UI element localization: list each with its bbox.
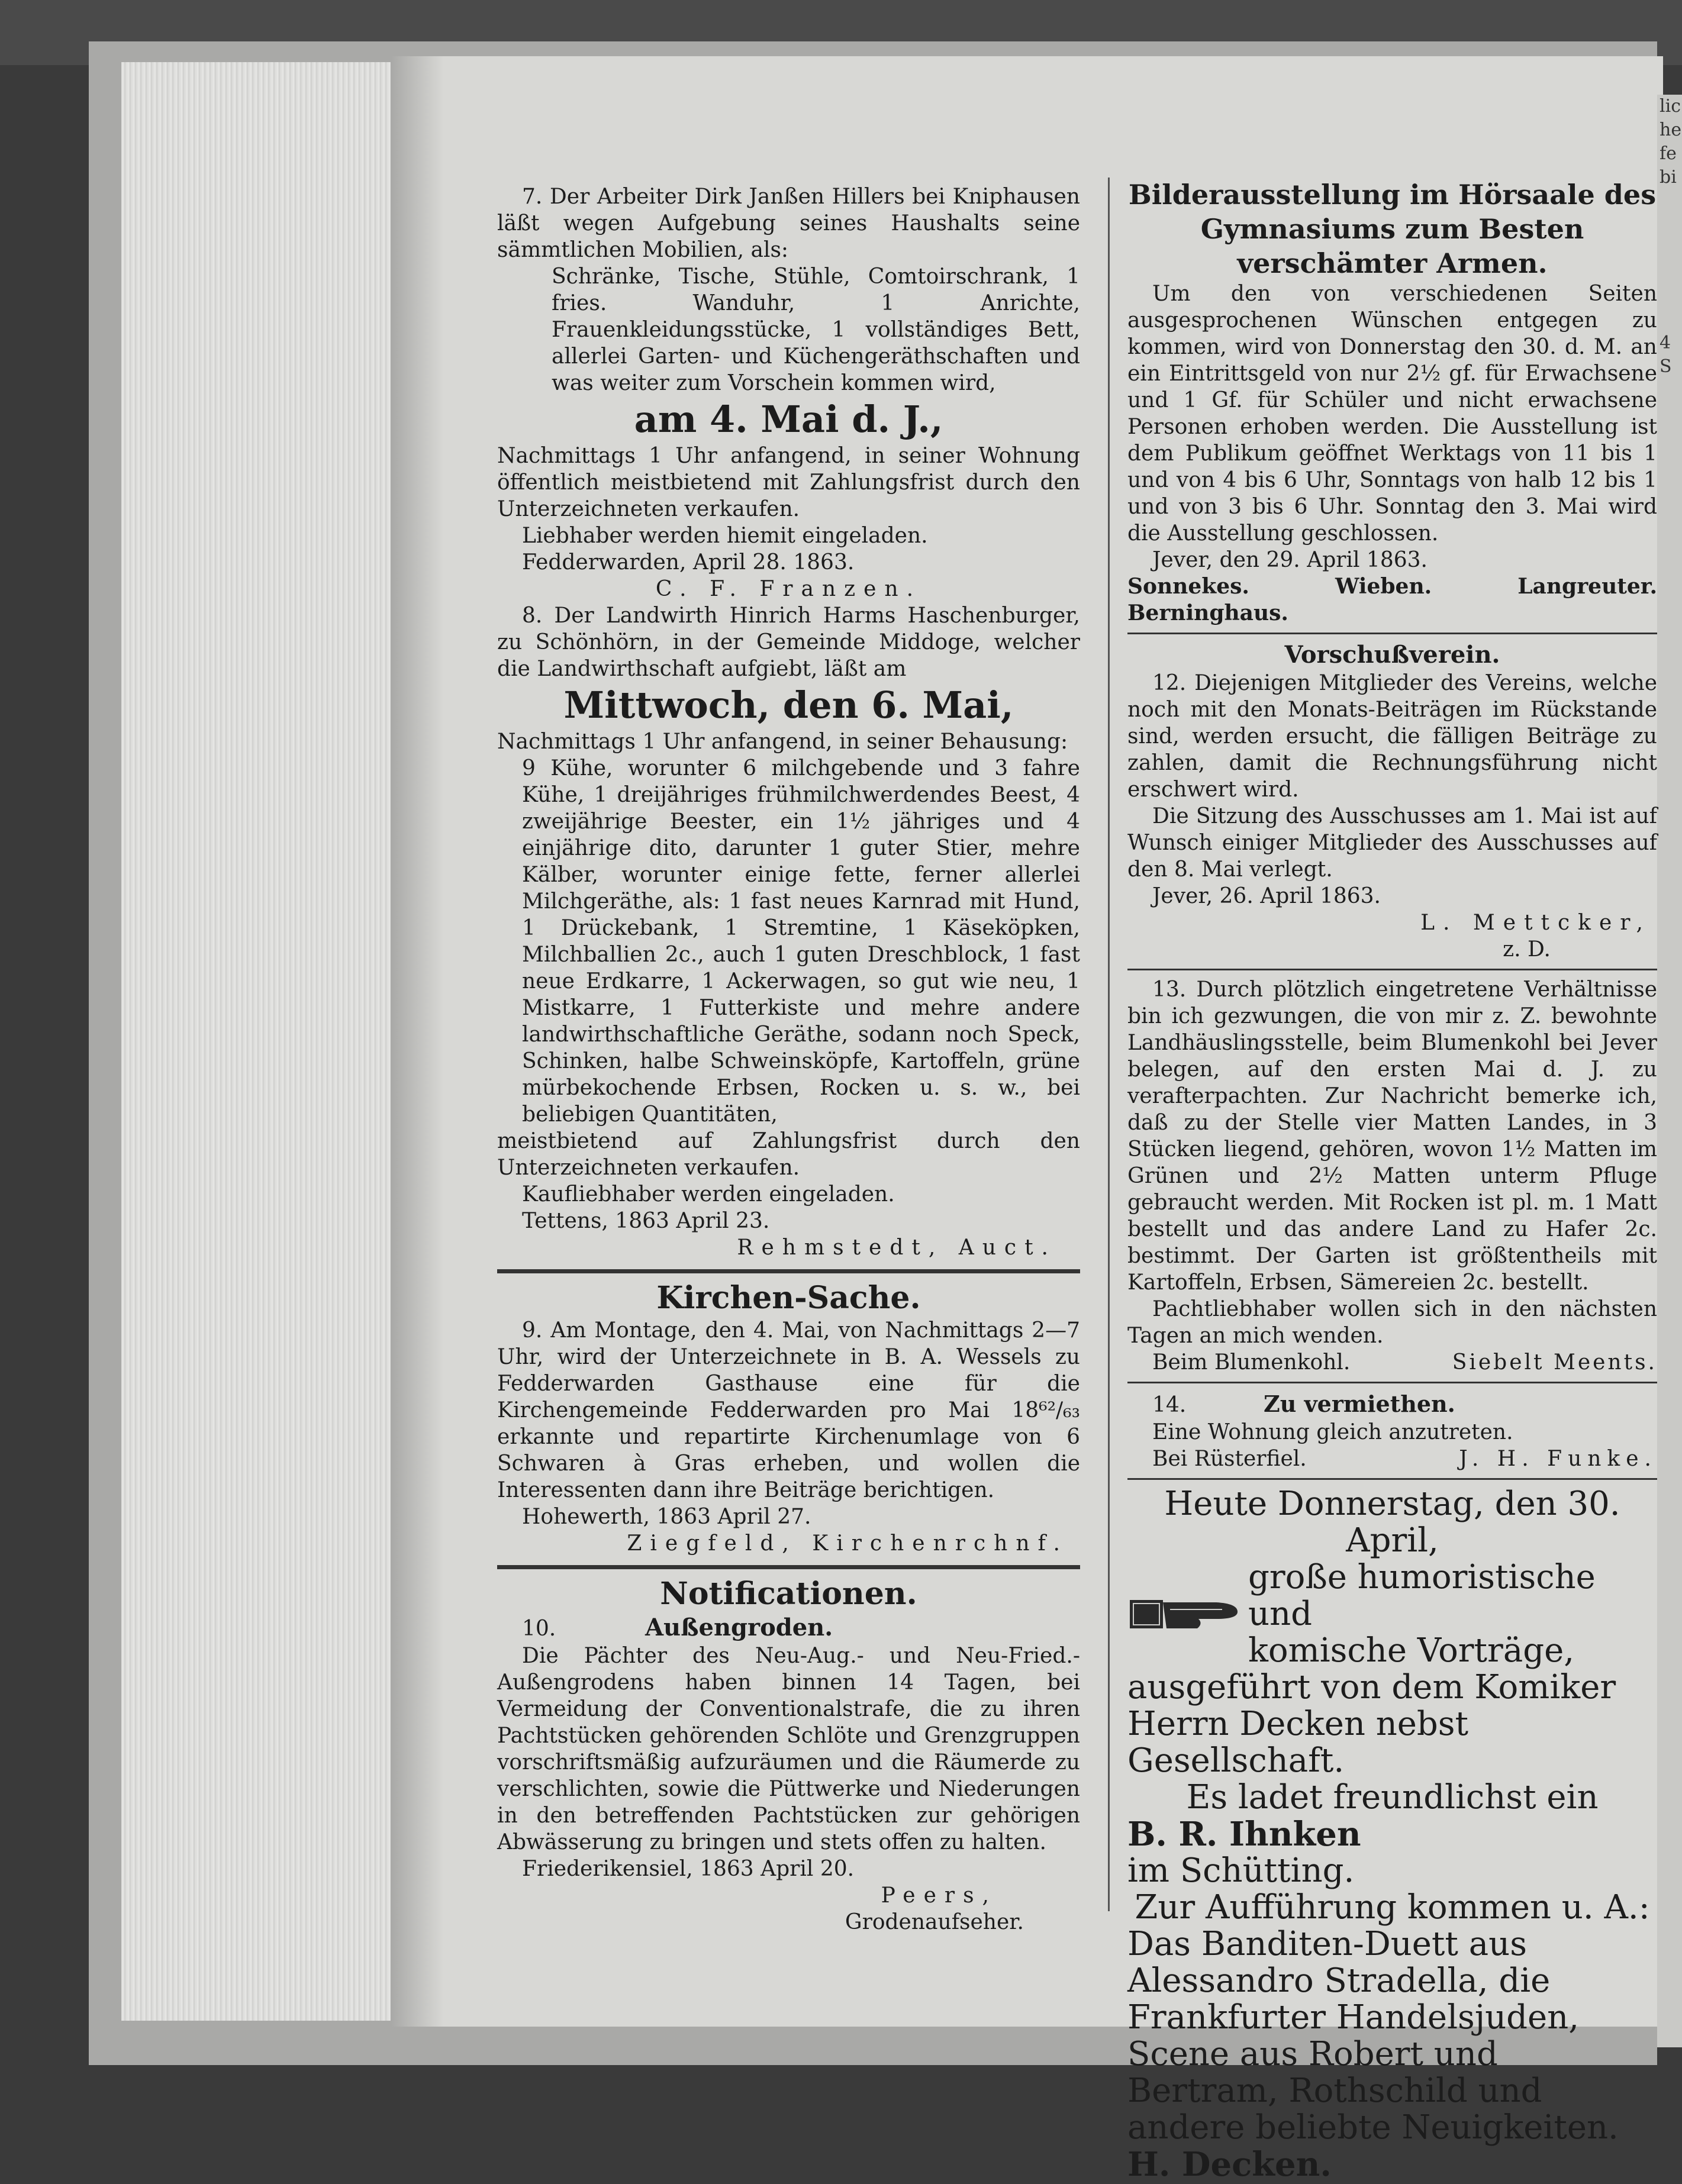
notif-heading: Notificationen. xyxy=(660,1576,917,1612)
ad-7-intro: 7. Der Arbeiter Dirk Janßen Hillers bei Kniphausen läßt wegen Aufgebung seines Haushalts seine sämmtlichen Mobilien, als: xyxy=(497,185,1080,262)
ad-14-number: 14. xyxy=(1152,1393,1187,1417)
bilder-heading: Bilderausstellung im Hörsaale des Gymnasiums zum Besten verschämter Armen. xyxy=(1128,179,1657,279)
next-page-fragment: lic xyxy=(1660,96,1681,117)
ad-7-place: Fedderwarden, April 28. 1863. xyxy=(522,550,855,575)
next-page-fragment: bi xyxy=(1660,167,1677,188)
next-page-fragment: S xyxy=(1660,356,1672,377)
ad-13-place: Beim Blumenkohl. xyxy=(1152,1350,1351,1375)
section-divider xyxy=(1127,969,1657,970)
ad-8-signature: Rehmstedt, Auct. xyxy=(737,1235,1056,1260)
kirchen-text: 9. Am Montage, den 4. Mai, von Nachmittags 2—7 Uhr, wird der Unterzeichnete in B. A. Wessels zu Fedderwarden Gasthause eine für die Kirchengemeinde Fedderwarden pro Mai 18⁶²/₆₃ erkannte und repartirte Kirchenumlage von 6 Schwaren à Gras erheben, und wollen die Interessenten dann ihre Beiträge berichtigen. xyxy=(497,1318,1080,1502)
notif-place: Friederikensiel, 1863 April 20. xyxy=(522,1857,855,1881)
right-column xyxy=(1127,178,1657,2183)
event-line-6: B. R. Ihnken xyxy=(1127,1815,1361,1854)
verein-section xyxy=(1127,640,1657,963)
next-page-fragment: 4 xyxy=(1660,333,1671,353)
ad-8-items: 9 Kühe, worunter 6 milchgebende und 3 fahre Kühe, 1 dreijähriges frühmilchwerdendes Beest, 4 zweijährige Beester, ein 1½ jähriges und 4 einjährige dito, darunter 1 guter Stier, mehre Kälber, worunter einige fette, ferner allerlei Milchgeräthe, als: 1 fast neues Karnrad mit Hund, 1 Drückebank, 1 Stremtine, 1 Käseköpken, Milchballien 2c., auch 1 guten Dreschblock, 1 fast neue Erdkarre, 1 Ackerwagen, so gut wie neu, 1 Mistkarre, 1 Futterkiste und mehre andere landwirthschaftliche Geräthe, sodann noch Speck, Schinken, halbe Schweinsköpfe, Kartoffeln, grüne mürbekochende Erbsen, Rocken u. s. w., bei beliebigen Quantitäten, xyxy=(522,756,1080,1127)
ad-7 xyxy=(497,183,1080,602)
next-page-fragment: he xyxy=(1660,120,1682,140)
ad-8-invite: Kaufliebhaber werden eingeladen. xyxy=(522,1182,895,1206)
ad-7-signature: C. F. Franzen. xyxy=(655,577,922,601)
ad-13 xyxy=(1127,976,1657,1376)
verein-signature: L. Mettcker, xyxy=(1420,911,1651,935)
ad-7-items: Schränke, Tische, Stühle, Comtoirschrank, 1 fries. Wanduhr, 1 Anrichte, Frauenkleidungsstücke, 1 vollständiges Bett, allerlei Garten- und Küchengeräthschaften und was weiter zum Vorschein kommen wird, xyxy=(552,264,1080,395)
notif-title: Grodenaufseher. xyxy=(845,1910,1024,1934)
ad-13-invite: Pachtliebhaber wollen sich in den nächsten Tagen an mich wenden. xyxy=(1127,1297,1657,1348)
bilder-place: Jever, den 29. April 1863. xyxy=(1152,548,1428,572)
event-line-1: Heute Donnerstag, den 30. April, xyxy=(1164,1485,1620,1560)
ad-7-date: am 4. Mai d. J., xyxy=(634,398,943,441)
verein-text-1: 12. Diejenigen Mitglieder des Vereins, welche noch mit den Monats-Beiträgen im Rückstande sind, werden ersucht, die fälligen Beiträge zu zahlen, damit die Rechnungsführung nicht erschwert wird. xyxy=(1127,671,1657,802)
notif-signature: Peers, xyxy=(881,1883,997,1908)
verein-text-2: Die Sitzung des Ausschusses am 1. Mai ist auf Wunsch einiger Mitglieder des Ausschusses auf den 8. Mai verlegt. xyxy=(1127,804,1657,882)
kirchen-place: Hohewerth, 1863 April 27. xyxy=(522,1505,811,1529)
kirchen-heading: Kirchen-Sache. xyxy=(656,1280,921,1316)
event-line-3: komische Vorträge, xyxy=(1248,1631,1575,1670)
ad-7-body: Nachmittags 1 Uhr anfangend, in seiner Wohnung öffentlich meistbietend mit Zahlungsfrist durch den Unterzeichneten verkaufen. xyxy=(497,444,1080,521)
ad-8 xyxy=(497,602,1080,1261)
ad-14-signature: J. H. Funke. xyxy=(1459,1447,1657,1471)
event-line-9: Das Banditen-Duett aus Alessandro Stradella, die Frankfurter Handelsjuden, Scene aus Robert und Bertram, Rothschild und andere beliebte Neuigkeiten. xyxy=(1127,1925,1619,2147)
ad-13-text: 13. Durch plötzlich eingetretene Verhältnisse bin ich gezwungen, die von mir z. Z. bewohnte Landhäuslingsstelle, beim Blumenkohl bei Jever belegen, auf den ersten Mai d. J. zu verafterpachten. Zur Nachricht bemerke ich, daß zu der Stelle vier Matten Landes, in 3 Stücken liegend, gehören, wovon 1½ Matten im Grünen und 2½ Matten unterm Pfluge gebraucht werden. Mit Rocken ist pl. m. 1 Matt bestellt und das andere Land zu Hafer 2c. bestimmt. Der Garten ist größtentheils mit Kartoffeln, Erbsen, Sämereien 2c. bestellt. xyxy=(1127,978,1657,1295)
event-line-8: Zur Aufführung kommen u. A.: xyxy=(1135,1888,1650,1927)
left-column xyxy=(497,183,1080,1935)
notif-number: 10. xyxy=(522,1617,556,1641)
section-divider xyxy=(497,1269,1080,1273)
section-divider xyxy=(497,1565,1080,1569)
verein-title: z. D. xyxy=(1503,937,1551,962)
section-divider xyxy=(1127,1382,1657,1383)
event-line-7: im Schütting. xyxy=(1127,1851,1355,1890)
next-page-edge xyxy=(1657,95,1682,2047)
notif-text: Die Pächter des Neu-Aug.- und Neu-Fried.-Außengrodens haben binnen 14 Tagen, bei Vermeidung der Conventionalstrafe, die zu ihren Pachtstücken gehörenden Schlöte und Grenzgruppen vorschriftsmäßig aufzuräumen und die Räumerde zu verschlichten, sowie die Püttwerke und Niederungen in den betreffenden Pachtstücken zur gehörigen Abwässerung zu bringen und stets offen zu halten. xyxy=(497,1644,1080,1854)
verein-heading: Vorschußverein. xyxy=(1284,641,1500,669)
kirchen-signature: Ziegfeld, Kirchenrchnf. xyxy=(627,1531,1068,1556)
bilder-text: Um den von verschiedenen Seiten ausgesprochenen Wünschen entgegen zu kommen, wird von Donnerstag den 30. d. M. an ein Eintrittsgeld von nur 2½ gf. für Erwachsene und 1 Gf. für Schüler und nicht erwachsene Personen erhoben werden. Die Ausstellung ist dem Publikum geöffnet Werktags von 11 bis 1 und von 4 bis 6 Uhr, Sonntags von halb 12 bis 1 und von 3 bis 6 Uhr. Sonntag den 3. Mai wird die Ausstellung geschlossen. xyxy=(1127,282,1657,546)
pointing-hand-icon xyxy=(1127,1589,1240,1639)
ad-8-date: Mittwoch, den 6. Mai, xyxy=(563,683,1014,727)
page-edges xyxy=(121,62,429,2021)
event-line-2: große humoristische und xyxy=(1248,1558,1596,1633)
verein-place: Jever, 26. April 1863. xyxy=(1152,884,1381,908)
ad-14 xyxy=(1127,1389,1657,1472)
event-signature: H. Decken. xyxy=(1127,2145,1332,2184)
column-divider xyxy=(1108,178,1110,1911)
event-line-4: ausgeführt von dem Komiker Herrn Decken nebst Gesellschaft. xyxy=(1127,1668,1616,1780)
ad-8-body: meistbietend auf Zahlungsfrist durch den Unterzeichneten verkaufen. xyxy=(497,1129,1080,1180)
ad-8-intro: 8. Der Landwirth Hinrich Harms Haschenburger, zu Schönhörn, in der Gemeinde Middoge, welcher die Landwirthschaft aufgiebt, läßt am xyxy=(497,604,1080,681)
ad-14-text: Eine Wohnung gleich anzutreten. xyxy=(1152,1420,1513,1444)
notif-section xyxy=(497,1575,1080,1935)
kirchen-section xyxy=(497,1279,1080,1557)
gutter-shadow xyxy=(391,56,444,2027)
next-page-fragment: fe xyxy=(1660,143,1677,164)
ad-13-signature: Siebelt Meents. xyxy=(1452,1350,1657,1375)
ad-14-place: Bei Rüsterfiel. xyxy=(1152,1447,1307,1471)
notif-subheading: Außengroden. xyxy=(645,1614,833,1641)
ad-8-place: Tettens, 1863 April 23. xyxy=(522,1209,770,1233)
ad-8-lead: Nachmittags 1 Uhr anfangend, in seiner Behausung: xyxy=(497,730,1068,754)
section-divider xyxy=(1127,633,1657,634)
ad-14-heading: Zu vermiethen. xyxy=(1264,1391,1455,1417)
bilder-names: Sonnekes. Wieben. Langreuter. Berninghaus. xyxy=(1127,574,1657,625)
bilder-section xyxy=(1127,178,1657,627)
event-line-5: Es ladet freundlichst ein xyxy=(1186,1778,1599,1817)
ad-7-invite: Liebhaber werden hiemit eingeladen. xyxy=(522,524,928,548)
section-divider xyxy=(1127,1478,1657,1480)
event-ad xyxy=(1127,1486,1657,2183)
